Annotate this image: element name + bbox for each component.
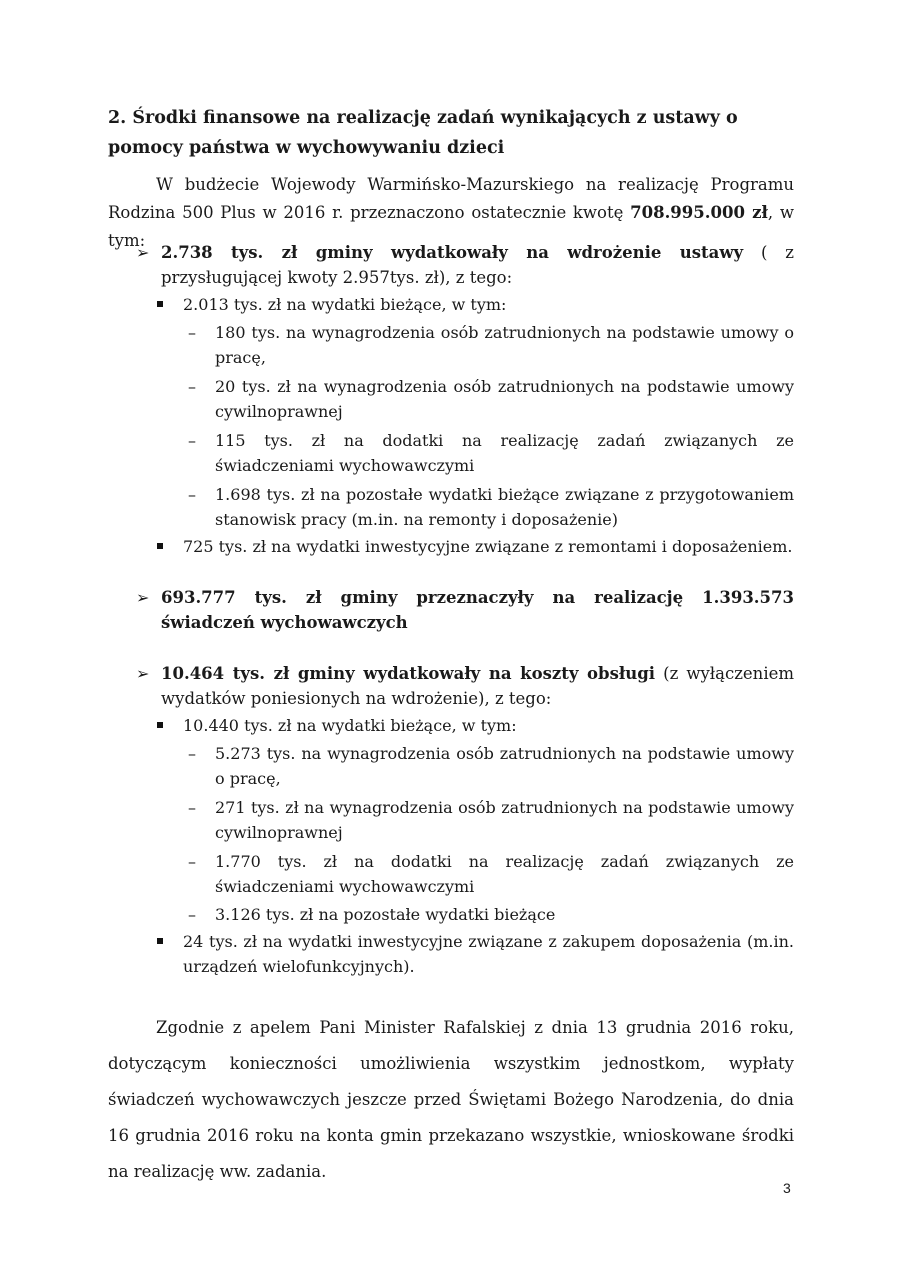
intro-text: W budżecie Wojewody Warmińsko-Mazurskiego na realizację Programu Rodzina 500 Plus w 2016 r. przeznaczono ostatecznie kwotę [108, 175, 794, 222]
section2-bold: 693.777 tys. zł gminy przeznaczyły na realizację 1.393.573 świadczeń wychowawczych [161, 588, 794, 632]
list-item-section3 [136, 661, 794, 711]
section3-rest: (z wyłączeniem wydatków poniesionych na wdrożenie), z tego: [161, 664, 795, 708]
section3-item-text: 5.273 tys. na wynagrodzenia osób zatrudnionych na podstawie umowy o pracę, [215, 744, 794, 788]
list-item-section2 [136, 585, 794, 635]
section1-item-text: 115 tys. zł na dodatki na realizację zadań związanych ze świadczeniami wychowawczymi [215, 431, 794, 475]
list-item-section1-item3 [188, 428, 794, 478]
list-item-section1-sub2 [157, 534, 794, 559]
dash-bullet-icon: – [188, 744, 196, 763]
list-item-section3-item1 [188, 741, 794, 791]
arrow-bullet-icon: ➢ [136, 243, 150, 262]
list-item-section3-item3 [188, 849, 794, 899]
page-number: 3 [783, 1180, 791, 1196]
dash-bullet-icon: – [188, 323, 196, 342]
section3-sub2-text: 24 tys. zł na wydatki inwestycyjne związane z zakupem doposażenia (m.in. urządzeń wielofunkcyjnych). [183, 932, 794, 976]
arrow-bullet-icon: ➢ [136, 664, 150, 683]
section3-item-text: 271 tys. zł na wynagrodzenia osób zatrudnionych na podstawie umowy cywilnoprawnej [215, 798, 794, 842]
list-item-section1-item1 [188, 320, 794, 370]
list-item-section1-item2 [188, 374, 794, 424]
section3-sub1-text: 10.440 tys. zł na wydatki bieżące, w tym: [183, 716, 517, 735]
section1-item-text: 1.698 tys. zł na pozostałe wydatki bieżące związane z przygotowaniem stanowisk pracy (m.in. na remonty i doposażenie) [215, 485, 794, 529]
dash-bullet-icon: – [188, 905, 196, 924]
dash-bullet-icon: – [188, 431, 196, 450]
square-bullet-icon [157, 301, 163, 307]
list-item-section3-item2 [188, 795, 794, 845]
section3-item-text: 1.770 tys. zł na dodatki na realizację zadań związanych ze świadczeniami wychowawczymi [215, 852, 794, 896]
square-bullet-icon [157, 722, 163, 728]
section3-item-text: 3.126 tys. zł na pozostałe wydatki bieżące [215, 905, 556, 924]
section1-sub2-text: 725 tys. zł na wydatki inwestycyjne związane z remontami i doposażeniem. [183, 537, 793, 556]
arrow-bullet-icon: ➢ [136, 588, 150, 607]
list-item-section3-sub1 [157, 713, 794, 738]
list-item-section3-item4 [188, 902, 794, 927]
intro-amount: 708.995.000 zł [630, 203, 768, 222]
intro-tail: , w tym: [108, 203, 794, 250]
list-item-section3-sub2 [157, 929, 794, 979]
dash-bullet-icon: – [188, 798, 196, 817]
dash-bullet-icon: – [188, 852, 196, 871]
section-heading: 2. Środki finansowe na realizację zadań wynikających z ustawy o pomocy państwa w wychowywaniu dzieci [108, 108, 738, 158]
list-item-section1-item4 [188, 482, 794, 532]
section1-item-text: 180 tys. na wynagrodzenia osób zatrudnionych na podstawie umowy o pracę, [215, 323, 794, 367]
section1-item-text: 20 tys. zł na wynagrodzenia osób zatrudnionych na podstawie umowy cywilnoprawnej [215, 377, 794, 421]
section1-sub1-text: 2.013 tys. zł na wydatki bieżące, w tym: [183, 295, 507, 314]
dash-bullet-icon: – [188, 377, 196, 396]
list-item-section1 [136, 240, 794, 290]
section1-rest: ( z przysługującej kwoty 2.957tys. zł), z tego: [161, 243, 794, 287]
square-bullet-icon [157, 543, 163, 549]
list-item-section1-sub1 [157, 292, 794, 317]
section1-bold: 2.738 tys. zł gminy wydatkowały na wdrożenie ustawy [161, 243, 744, 262]
section3-bold: 10.464 tys. zł gminy wydatkowały na koszty obsługi [161, 664, 656, 683]
dash-bullet-icon: – [188, 485, 196, 504]
closing-paragraph: Zgodnie z apelem Pani Minister Rafalskiej z dnia 13 grudnia 2016 roku, dotyczącym konieczności umożliwienia wszystkim jednostkom, wypłaty świadczeń wychowawczych jeszcze przed Świętami Bożego Narodzenia, do dnia 16 grudnia 2016 roku na konta gmin przekazano wszystkie, wnioskowane środki na realizację ww. zadania. [108, 1018, 794, 1181]
square-bullet-icon [157, 938, 163, 944]
